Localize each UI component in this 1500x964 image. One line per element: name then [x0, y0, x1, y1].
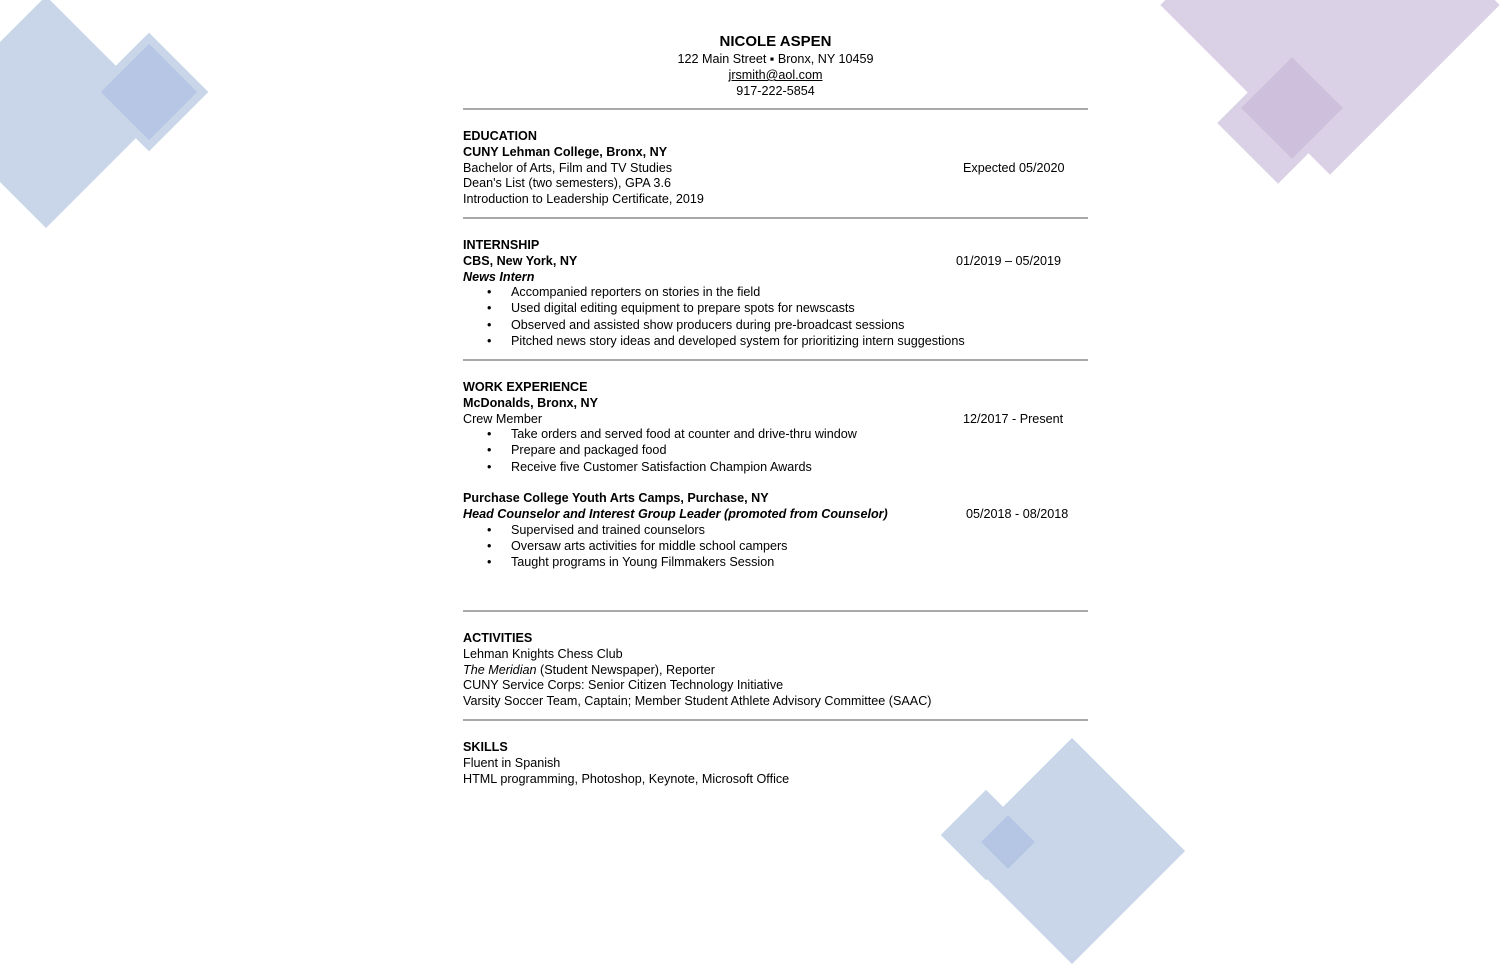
divider: [463, 359, 1088, 361]
education-degree: Bachelor of Arts, Film and TV Studies: [463, 160, 673, 175]
list-item: • Oversaw arts activities for middle school campers: [463, 539, 1088, 555]
job-date: 05/2018 - 08/2018: [966, 506, 1069, 521]
education-honors: Dean's List (two semesters), GPA 3.6: [463, 176, 671, 191]
internship-org: CBS, New York, NY: [463, 253, 578, 268]
list-item: • Take orders and served food at counter and drive-thru window: [463, 427, 1088, 443]
list-item: • Taught programs in Young Filmmakers Session: [463, 555, 1088, 571]
job-bullets: [463, 427, 1088, 475]
activity-item: CUNY Service Corps: Senior Citizen Technology Initiative: [463, 678, 784, 693]
internship-date: 01/2019 – 05/2019: [956, 253, 1062, 268]
job-date: 12/2017 - Present: [963, 411, 1064, 426]
job-org: McDonalds, Bronx, NY: [463, 395, 599, 410]
list-item: • Prepare and packaged food: [463, 443, 1088, 459]
internship-section: [463, 238, 1088, 350]
candidate-name: NICOLE ASPEN: [719, 33, 832, 50]
divider: [463, 610, 1088, 612]
list-item: • Accompanied reporters on stories in the field: [463, 285, 1088, 301]
list-item: • Receive five Customer Satisfaction Champion Awards: [463, 460, 1088, 476]
skill-item: HTML programming, Photoshop, Keynote, Microsoft Office: [463, 771, 790, 786]
skill-item: Fluent in Spanish: [463, 755, 561, 770]
job-role: Crew Member: [463, 411, 543, 426]
section-title-education: EDUCATION: [463, 129, 537, 143]
newspaper-title: The Meridian: [463, 662, 537, 677]
list-item: • Used digital editing equipment to prepare spots for newscasts: [463, 301, 1088, 317]
internship-bullets: [463, 285, 1088, 349]
section-title-work: WORK EXPERIENCE: [463, 380, 588, 394]
job-bullets: [463, 523, 1088, 571]
work-section: [463, 380, 1088, 476]
section-title-skills: SKILLS: [463, 740, 508, 754]
activity-item: Lehman Knights Chess Club: [463, 646, 623, 661]
education-certificate: Introduction to Leadership Certificate, 2019: [463, 192, 704, 207]
list-item: • Observed and assisted show producers during pre-broadcast sessions: [463, 318, 1088, 334]
list-item: • Supervised and trained counselors: [463, 523, 1088, 539]
resume-header: [463, 32, 1088, 99]
list-item: • Pitched news story ideas and developed system for prioritizing intern suggestions: [463, 334, 1088, 350]
newspaper-role: (Student Newspaper), Reporter: [536, 662, 715, 677]
internship-role: News Intern: [463, 269, 535, 284]
work-section-job2: [463, 491, 1088, 571]
divider: [463, 719, 1088, 721]
job-org: Purchase College Youth Arts Camps, Purchase, NY: [463, 491, 769, 505]
divider: [463, 217, 1088, 219]
skills-section: [463, 740, 1088, 787]
divider: [463, 108, 1088, 110]
activity-item: [463, 663, 1088, 679]
education-section: [463, 129, 1088, 208]
section-title-internship: INTERNSHIP: [463, 238, 540, 252]
education-school: CUNY Lehman College, Bronx, NY: [463, 144, 668, 159]
email-link[interactable]: jrsmith@aol.com: [728, 68, 823, 82]
decor-diamond-top-right-large: [1160, 0, 1499, 175]
phone: 917-222-5854: [736, 84, 815, 98]
job-role: Head Counselor and Interest Group Leader (promoted from Counselor): [463, 506, 888, 521]
activity-item: Varsity Soccer Team, Captain; Member Student Athlete Advisory Committee (SAAC): [463, 694, 932, 709]
address: 122 Main Street ▪ Bronx, NY 10459: [677, 52, 874, 66]
activities-section: [463, 631, 1088, 710]
education-date: Expected 05/2020: [963, 160, 1065, 175]
section-title-activities: ACTIVITIES: [463, 631, 533, 645]
